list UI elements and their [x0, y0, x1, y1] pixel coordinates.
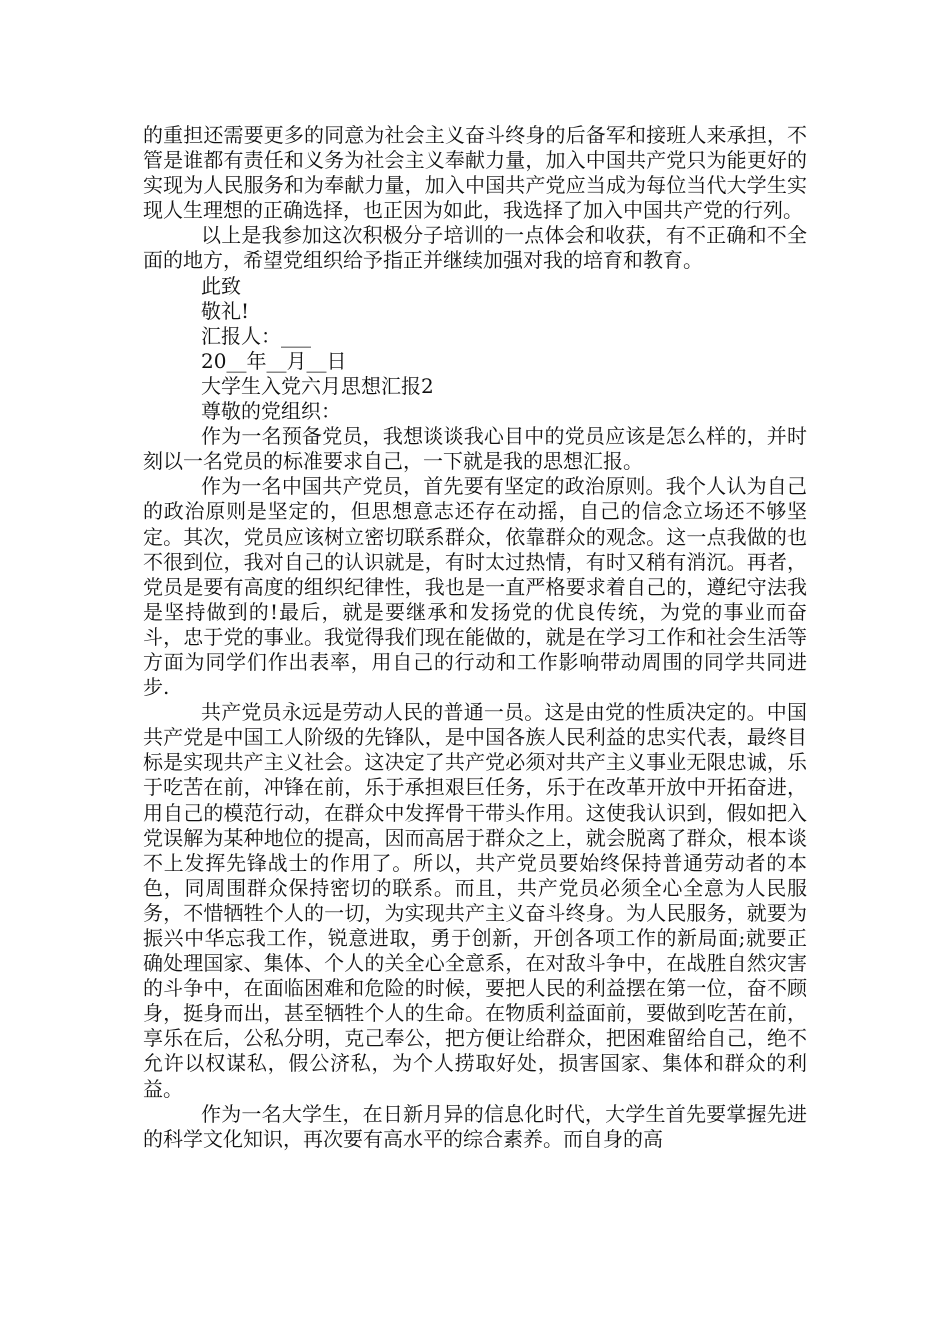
paragraph-closing-remarks: 以上是我参加这次积极分子培训的一点体会和收获，有不正确和不全面的地方，希望党组织给予指正并继续加强对我的培育和教育。 [143, 223, 807, 273]
salutation-cizhi: 此致 [201, 273, 241, 298]
paragraph-ordinary-member: 共产党员永远是劳动人民的普通一员。这是由党的性质决定的。中国共产党是中国工人阶级的先锋队，是中国各族人民利益的忠实代表，最终目标是实现共产主义社会。这决定了共产党必须对共产主义事业无限忠诚，乐于吃苦在前，冲锋在前，乐于承担艰巨任务，乐于在改革开放中开拓奋进，用自己的模范行动，在群众中发挥骨干带头作用。这使我认识到，假如把入党误解为某种地位的提高，因而高居于群众之上，就会脱离了群众，根本谈不上发挥先锋战士的作用了。所以，共产党员要始终保持普通劳动者的本色，同周围群众保持密切的联系。而且，共产党员必须全心全意为人民服务，不惜牺牲个人的一切，为实现共产主义奋斗终身。为人民服务，就要为振兴中华忘我工作，锐意进取，勇于创新，开创各项工作的新局面;就要正确处理国家、集体、个人的关全心全意系，在对敌斗争中，在战胜自然灾害的斗争中，在面临困难和危险的时候，要把人民的利益摆在第一位，奋不顾身，挺身而出，甚至牺牲个人的生命。在物质利益面前，要做到吃苦在前，享乐在后，公私分明，克己奉公，把方便让给群众，把困难留给自己，绝不允许以权谋私，假公济私，为个人捞取好处，损害国家、集体和群众的利益。 [143, 700, 807, 1101]
paragraph-principles: 作为一名中国共产党员，首先要有坚定的政治原则。我个人认为自己的政治原则是坚定的，但思想意志还存在动摇，自己的信念立场还不够坚定。其次，党员应该树立密切联系群众，依靠群众的观念。这一点我做的也不很到位，我对自己的认识就是，有时太过热情，有时又稍有消沉。再者，党员是要有高度的组织纪律性，我也是一直严格要求着自己的，遵纪守法我是坚持做到的!最后，就是要继承和发扬党的优良传统，为党的事业而奋斗，忠于党的事业。我觉得我们现在能做的，就是在学习工作和社会生活等方面为同学们作出表率，用自己的行动和工作影响带动周围的同学共同进步. [143, 474, 807, 700]
document-page [143, 123, 807, 1152]
paragraph-continuation: 的重担还需要更多的同意为社会主义奋斗终身的后备军和接班人来承担，不管是谁都有责任和义务为社会主义奉献力量，加入中国共产党只为能更好的实现为人民服务和为奉献力量，加入中国共产党应当成为每位当代大学生实现人生理想的正确选择，也正因为如此，我选择了加入中国共产党的行列。 [143, 123, 807, 223]
paragraph-intro: 作为一名预备党员，我想谈谈我心目中的党员应该是怎么样的，并时刻以一名党员的标准要求自己，一下就是我的思想汇报。 [143, 424, 807, 474]
section-title: 大学生入党六月思想汇报2 [201, 373, 434, 398]
reporter-line: 汇报人：___ [201, 323, 311, 348]
greeting-line: 尊敬的党组织： [201, 399, 341, 424]
date-line: 20__年__月__日 [201, 348, 347, 373]
salutation-jingli: 敬礼! [201, 298, 250, 323]
paragraph-student: 作为一名大学生，在日新月异的信息化时代，大学生首先要掌握先进的科学文化知识，再次要有高水平的综合素养。而自身的高 [143, 1101, 807, 1151]
